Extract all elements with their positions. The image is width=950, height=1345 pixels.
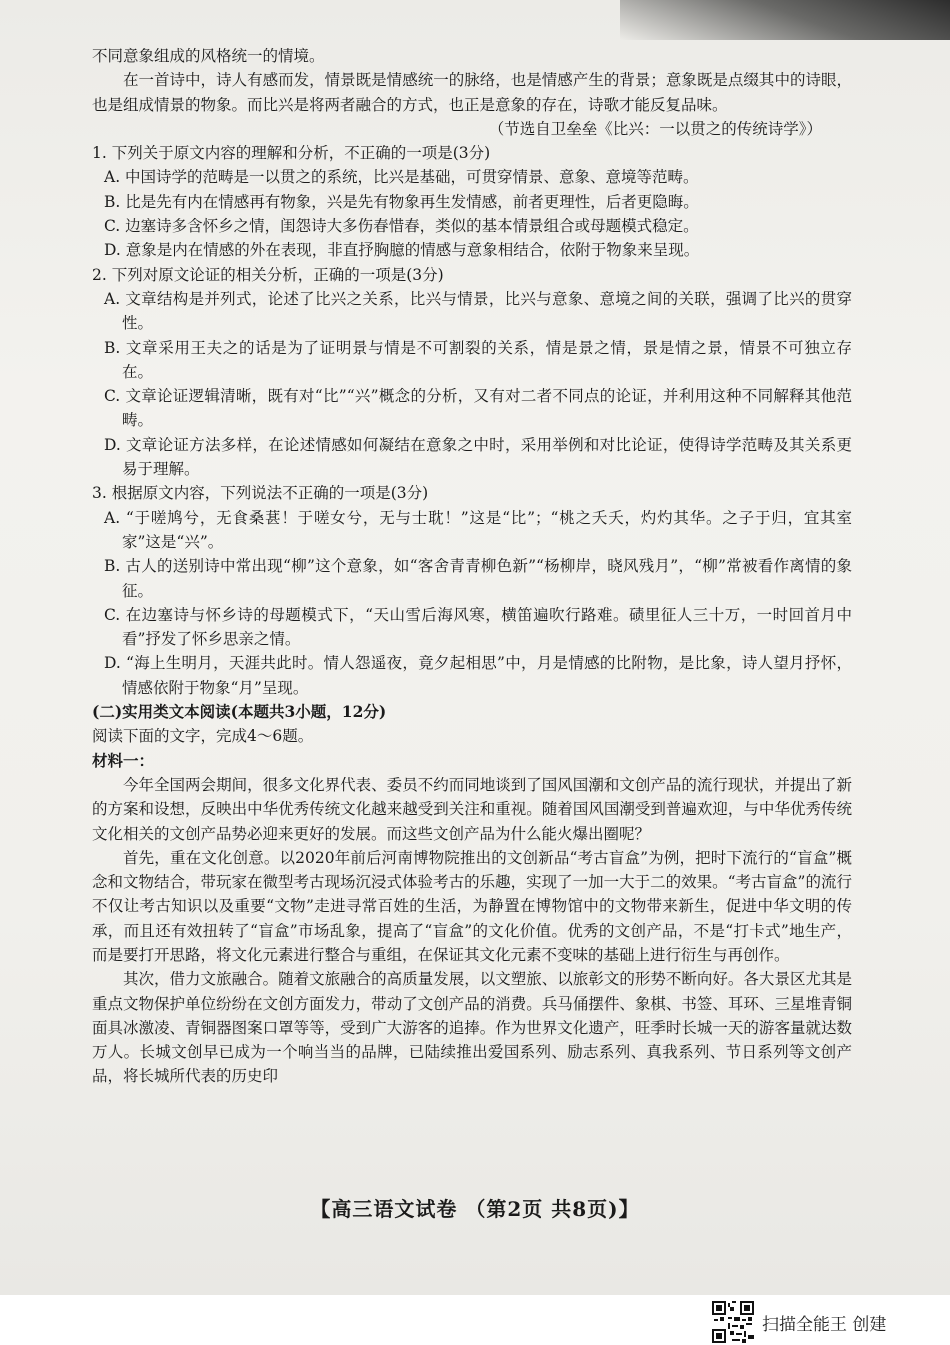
question-2-option-b: B. 文章采用王夫之的话是为了证明景与情是不可割裂的关系，情是景之情，景是情之景，情景不可独立存在。 xyxy=(104,338,852,381)
section-2-heading: (二)实用类文本阅读(本题共3小题，12分) xyxy=(92,702,387,722)
section-2-instruction: 阅读下面的文字，完成4～6题。 xyxy=(92,727,314,746)
passage-paragraph: 在一首诗中，诗人有感而发，情景既是情感统一的脉络，也是情感产生的背景；意象既是点缀其中的诗眼，也是组成情景的物象。而比兴是将两者融合的方式，也正是意象的存在，诗歌才能反复品味。 xyxy=(92,71,852,114)
material-paragraph: 其次，借力文旅融合。随着文旅融合的高质量发展，以文塑旅、以旅彰文的形势不断向好。各大景区尤其是重点文物保护单位纷纷在文创方面发力，带动了文创产品的消费。兵马俑摆件、象棋、书签、耳环、三星堆青铜面具冰激凌、青铜器图案口罩等等，受到广大游客的追捧。作为世界文化遗产，旺季时长城一天的游客量就达数万人。长城文创早已成为一个响当当的品牌，已陆续推出爱国系列、励志系列、真我系列、节日系列等文创产品，将长城所代表的历史印 xyxy=(92,970,852,1086)
question-1-option-d: D. 意象是内在情感的外在表现，非直抒胸臆的情感与意象相结合，依附于物象来呈现。 xyxy=(104,241,700,260)
material-paragraph: 首先，重在文化创意。以2020年前后河南博物院推出的文创新品“考古盲盒”为例，把时下流行的“盲盒”概念和文物结合，带玩家在微型考古现场沉浸式体验考古的乐趣，实现了一加一大于二的效果。“考古盲盒”的流行不仅让考古知识以及重要“文物”走进寻常百姓的生活，为静置在博物馆中的文物带来新生，促进中华文明的传承，而且还有效扭转了“盲盒”市场乱象，提高了“盲盒”的文化价值。优秀的文创产品，不是“打卡式”地生产，而是要打开思路，将文化元素进行整合与重组，在保证其文化元素不变味的基础上进行衍生与再创作。 xyxy=(92,848,852,964)
scan-shadow-corner xyxy=(620,0,950,40)
question-3-stem: 3. 根据原文内容，下列说法不正确的一项是(3分) xyxy=(92,484,429,503)
watermark-text: 扫描全能王 创建 xyxy=(762,1314,887,1335)
qr-code-icon xyxy=(712,1301,754,1343)
question-3-option-c: C. 在边塞诗与怀乡诗的母题模式下，“天山雪后海风寒，横笛遍吹行路难。碛里征人三十万，一时回首月中看”抒发了怀乡思亲之情。 xyxy=(104,605,852,649)
passage-source: （节选自卫垒垒《比兴：一以贯之的传统诗学》） xyxy=(488,119,822,138)
question-3-option-b: B. 古人的送别诗中常出现“柳”这个意象，如“客舍青青柳色新”“杨柳岸，晓风残月”，“柳”常被看作离情的象征。 xyxy=(104,557,852,600)
question-3-option-a: A. “于嗟鸠兮，无食桑葚！于嗟女兮，无与士耽！”这是“比”；“桃之夭夭，灼灼其华。之子于归，宜其室家”这是“兴”。 xyxy=(104,508,852,551)
material-paragraph: 今年全国两会期间，很多文化界代表、委员不约而同地谈到了国风国潮和文创产品的流行现状，并提出了新的方案和设想，反映出中华优秀传统文化越来越受到关注和重视。随着国风国潮受到普遍欢迎，与中华优秀传统文化相关的文创产品势必迎来更好的发展。而这些文创产品为什么能火爆出圈呢？ xyxy=(92,775,852,843)
material-1-label: 材料一： xyxy=(92,750,155,770)
question-2-stem: 2. 下列对原文论证的相关分析，正确的一项是(3分) xyxy=(92,265,444,284)
question-2-option-a: A. 文章结构是并列式，论述了比兴之关系，比兴与情景，比兴与意象、意境之间的关联，强调了比兴的贯穿性。 xyxy=(104,289,852,333)
exam-content xyxy=(92,44,852,1089)
question-2-option-d: D. 文章论证方法多样，在论述情感如何凝结在意象之中时，采用举例和对比论证，使得诗学范畴及其关系更易于理解。 xyxy=(104,435,852,479)
question-1-option-a: A. 中国诗学的范畴是一以贯之的系统，比兴是基础，可贯穿情景、意象、意境等范畴。 xyxy=(104,168,699,187)
question-1-option-b: B. 比是先有内在情感再有物象，兴是先有物象再生发情感，前者更理性，后者更隐晦。 xyxy=(104,192,699,211)
question-1-stem: 1. 下列关于原文内容的理解和分析，不正确的一项是(3分) xyxy=(92,144,491,163)
question-1-option-c: C. 边塞诗多含怀乡之情，闺怨诗大多伤春惜春，类似的基本情景组合或母题模式稳定。 xyxy=(104,217,699,236)
question-2-option-c: C. 文章论证逻辑清晰，既有对“比”“兴”概念的分析，又有对二者不同点的论证，并利用这种不同解释其他范畴。 xyxy=(104,387,852,430)
passage-fragment: 不同意象组成的风格统一的情境。 xyxy=(92,47,325,65)
page-footer-title: 【高三语文试卷 （第2页 共8页)】 xyxy=(310,1197,640,1221)
scanner-watermark xyxy=(712,1301,886,1343)
question-3-option-d: D. “海上生明月，天涯共此时。情人怨遥夜，竟夕起相思”中，月是情感的比附物，是比象，诗人望月抒怀，情感依附于物象“月”呈现。 xyxy=(104,654,852,697)
